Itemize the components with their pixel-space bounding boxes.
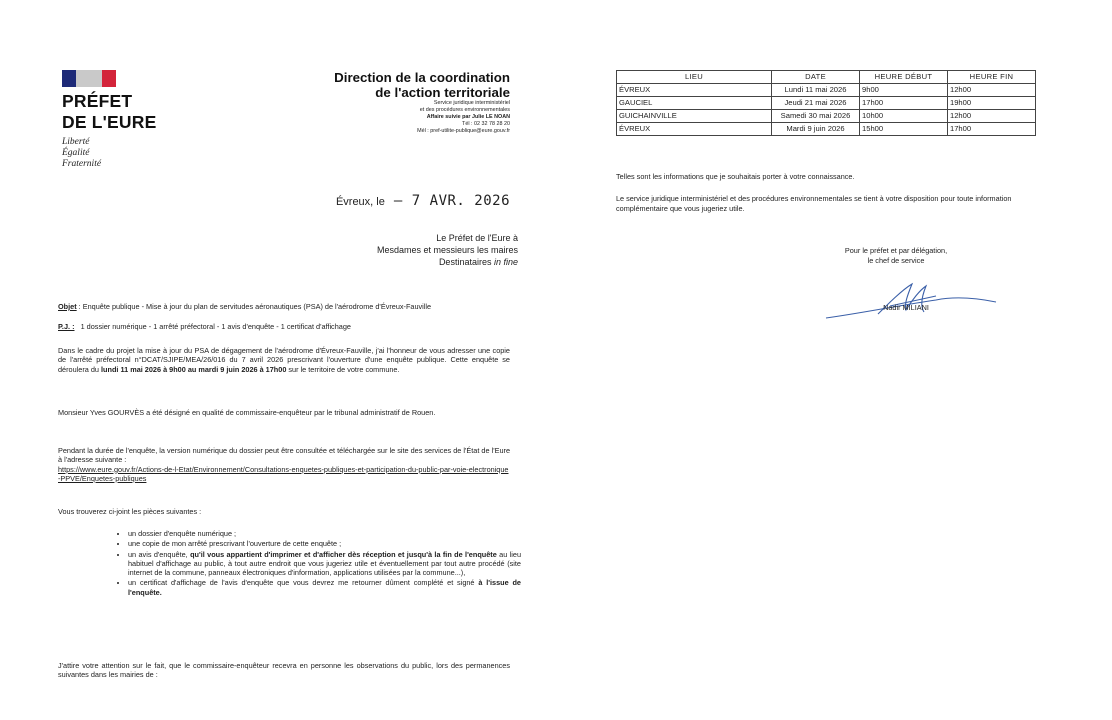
cell-debut: 10h00 <box>860 110 948 123</box>
pj-line <box>58 322 510 331</box>
cell-date: Lundi 11 mai 2026 <box>772 84 860 97</box>
closing-line-2: Le service juridique interministériel et des procédures environnementales se tient à votre disposition pour toute information complémentaire que vous jugeriez utile. <box>616 194 1012 213</box>
signature-line2: le chef de service <box>867 256 925 265</box>
pj-label: P.J. : <box>58 322 75 331</box>
pieces-list <box>118 529 521 598</box>
closing-line-1: Telles sont les informations que je souhaitais porter à votre connaissance. <box>616 172 855 181</box>
column-header-fin: HEURE FIN <box>947 71 1035 84</box>
devise-egalite: Égalité <box>62 148 90 158</box>
letter-page-2 <box>556 0 1112 720</box>
list-item: • un dossier d'enquête numérique ; <box>128 529 521 538</box>
objet-label: Objet <box>58 302 77 311</box>
devise-fraternite: Fraternité <box>62 159 102 169</box>
direction-title-line2: de l'action territoriale <box>375 85 510 100</box>
cell-lieu: ÉVREUX <box>617 84 772 97</box>
service-name-line1: Service juridique interministériel <box>433 100 510 106</box>
cell-debut: 15h00 <box>860 123 948 136</box>
signature-line1: Pour le préfet et par délégation, <box>844 246 948 255</box>
dossier-url-link[interactable]: https://www.eure.gouv.fr/Actions-de-l-Etat/Environnement/Consultations-enquetes-publiques-et-participation-du-public-par-voie-electronique-PPVE/Enquetes-publiques <box>58 464 509 483</box>
direction-title-line1: Direction de la coordination <box>334 70 510 85</box>
devise-liberte: Liberté <box>62 137 90 147</box>
cell-fin: 12h00 <box>947 110 1035 123</box>
enquete-dates: lundi 11 mai 2026 à 9h00 au mardi 9 juin 2026 à 17h00 <box>101 364 287 374</box>
table-row <box>617 123 1036 136</box>
paragraph-pieces-intro: Vous trouverez ci-joint les pièces suivantes : <box>58 507 202 516</box>
recipients-line3: Destinataires in fine <box>438 257 518 267</box>
prefecture-logo-block <box>62 70 156 170</box>
cell-fin: 12h00 <box>947 84 1035 97</box>
signature-block <box>826 246 966 266</box>
cell-fin: 17h00 <box>947 123 1035 136</box>
date-stamp: – 7 AVR. 2026 <box>393 193 510 209</box>
table-row <box>617 84 1036 97</box>
service-header <box>334 70 510 135</box>
service-name-line2: et des procédures environnementales <box>419 107 510 114</box>
cell-debut: 17h00 <box>860 97 948 110</box>
list-item: • un certificat d'affichage de l'avis d'enquête que vous devrez me retourner dûment complété et signé à l'issue de l'enquête. <box>128 578 521 597</box>
prefet-title-line2: DE L'EURE <box>62 112 157 132</box>
signatory-name: Nadir MILIANI <box>883 303 929 312</box>
cell-lieu: ÉVREUX <box>617 123 772 136</box>
date-place: Évreux, le <box>335 196 385 208</box>
paragraph-permanences: J'attire votre attention sur le fait, que le commissaire-enquêteur recevra en personne les observations du public, lors des permanences suivantes dans les mairies de : <box>58 661 510 680</box>
recipients-line1: Le Préfet de l'Eure à <box>436 233 518 243</box>
paragraph-cadre: Dans le cadre du projet la mise à jour du PSA de dégagement de l'aérodrome d'Évreux-Fauville, j'ai l'honneur de vous adresser une copie de l'arrêté préfectoral n°DCAT/SJIPE/MEA/26/016 du 7 avril 2026 prescrivant l'ouverture d'une enquête publique. Cette enquête se déroulera du lundi 11 mai 2026 à 9h00 au mardi 9 juin 2026 à 17h00 sur le territoire de votre commune. <box>58 346 510 374</box>
column-header-lieu: LIEU <box>617 71 772 84</box>
permanences-table <box>616 70 1036 136</box>
service-phone: Tél : 02 32 78 28 20 <box>462 121 510 128</box>
list-item: • une copie de mon arrêté prescrivant l'ouverture de cette enquête ; <box>128 539 521 548</box>
paragraph-consultation: Pendant la durée de l'enquête, la version numérique du dossier peut être consultée et téléchargée sur le site des services de l'État de l'Eure à l'adresse suivante : https://www.eure.gouv.fr/Actions-de-l-Etat/Environnement/Consultations-enquetes-publiques-et-participation-du-public-par-voie-electronique-PPVE/Enquetes-publiques <box>58 446 510 483</box>
recipients-block <box>377 232 518 268</box>
table-row <box>617 110 1036 123</box>
pj-text: 1 dossier numérique - 1 arrêté préfectoral - 1 avis d'enquête - 1 certificat d'affichage <box>80 322 351 331</box>
table-row <box>617 97 1036 110</box>
cell-date: Jeudi 21 mai 2026 <box>772 97 860 110</box>
handwritten-signature <box>816 276 1006 326</box>
cell-lieu: GUICHAINVILLE <box>617 110 772 123</box>
table-header-row <box>617 71 1036 84</box>
recipients-line2: Mesdames et messieurs les maires <box>376 245 518 255</box>
prefet-title-line1: PRÉFET <box>62 91 133 111</box>
cell-lieu: GAUCIEL <box>617 97 772 110</box>
list-item: • un avis d'enquête, qu'il vous appartient d'imprimer et d'afficher dès réception et jusqu'à la fin de l'enquête au lieu habituel d'affichage au public, à tout autre endroit que vous jugeriez utile et éventuellement par tout autre procédé (site internet de la commune, panneaux électroniques d'information, applications utilisées par la commune...), <box>128 550 521 578</box>
paragraph-commissaire: Monsieur Yves GOURVÈS a été désigné en qualité de commissaire-enquêteur par le tribunal administratif de Rouen. <box>58 408 436 417</box>
cell-date: Samedi 30 mai 2026 <box>772 110 860 123</box>
service-email: Mél : pref-utilite-publique@eure.gouv.fr <box>417 128 510 135</box>
cell-debut: 9h00 <box>860 84 948 97</box>
marianne-logo <box>62 70 116 87</box>
cell-date: Mardi 9 juin 2026 <box>772 123 860 136</box>
objet-text: : Enquête publique - Mise à jour du plan de servitudes aéronautiques (PSA) de l'aérodrome d'Évreux-Fauville <box>76 302 432 311</box>
cell-fin: 19h00 <box>947 97 1035 110</box>
objet-line <box>58 302 510 311</box>
letter-date <box>336 193 510 209</box>
column-header-date: DATE <box>772 71 860 84</box>
column-header-debut: HEURE DÉBUT <box>860 71 948 84</box>
affaire-suivie: Affaire suivie par Julie LE NOAN <box>426 114 510 121</box>
